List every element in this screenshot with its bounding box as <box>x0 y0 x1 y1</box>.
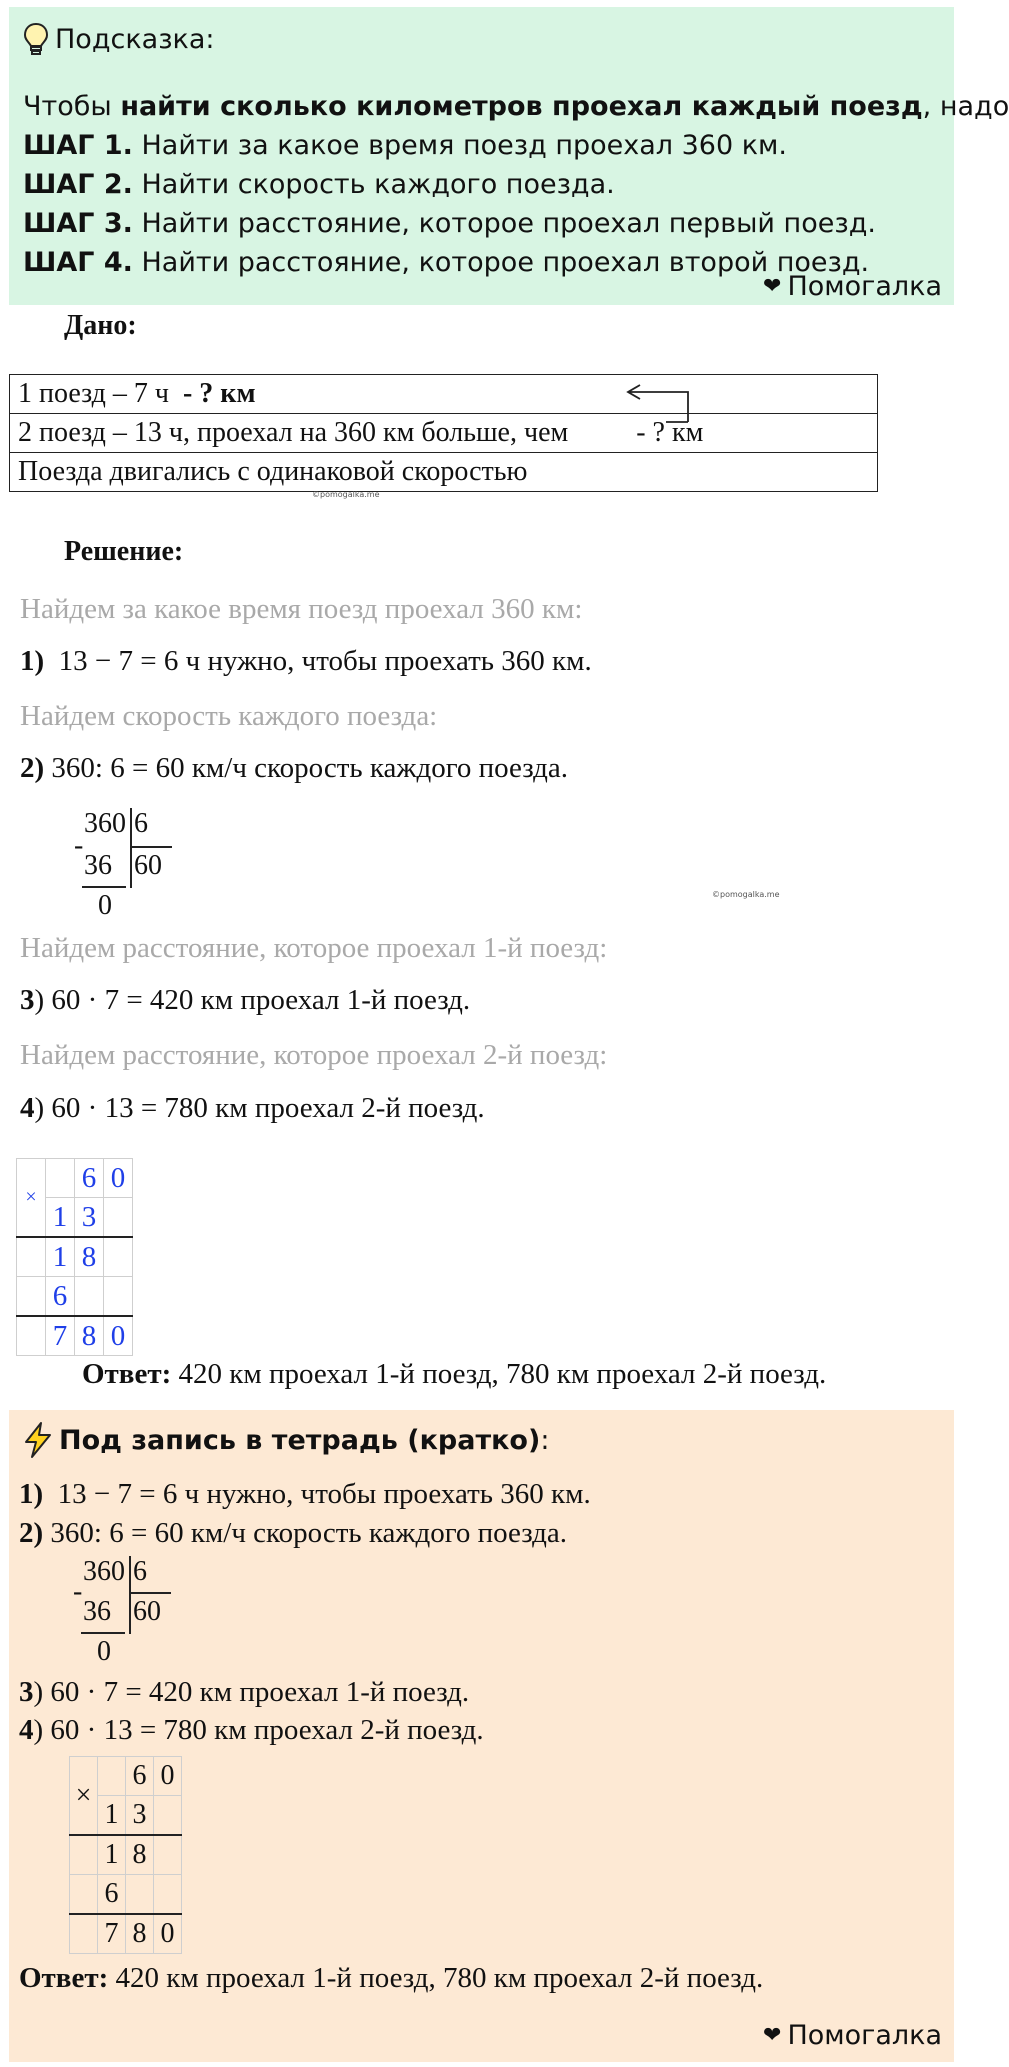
note-step-2: 2) 360: 6 = 60 км/ч скорость каждого поезда. <box>19 1517 568 1549</box>
hint-step-4: ШАГ 4. Найти расстояние, которое проехал второй поезд. <box>23 247 870 278</box>
dividend: 360 <box>84 808 126 839</box>
quotient: 60 <box>134 850 162 881</box>
multiply-sign: × <box>17 1159 46 1238</box>
compare-arrow-icon <box>600 382 700 442</box>
multiplication-grid: × 6 0 1 3 1 8 6 7 8 0 <box>16 1158 133 1356</box>
note-step-1: 1) 13 − 7 = 6 ч нужно, чтобы проехать 360 км. <box>19 1478 591 1510</box>
answer: Ответ: 420 км проехал 1-й поезд, 780 км проехал 2-й поезд. <box>82 1358 827 1390</box>
minus-sign: - <box>74 830 84 861</box>
given-title: Дано: <box>64 310 137 341</box>
lightbulb-icon <box>23 22 49 56</box>
division-bar <box>82 886 126 888</box>
hint-intro: Чтобы найти сколько километров проехал каждый поезд, надо <box>23 91 1009 122</box>
given-row: Поезда двигались с одинаковой скоростью <box>10 453 878 492</box>
step-1: 1) 13 − 7 = 6 ч нужно, чтобы проехать 360 км. <box>20 645 592 677</box>
hint-box <box>9 7 1009 305</box>
remainder: 0 <box>98 890 112 921</box>
watermark: ©pomogalka.me <box>312 490 380 499</box>
solution-title: Решение: <box>64 536 184 567</box>
hint-step-1: ШАГ 1. Найти за какое время поезд проехал 360 км. <box>23 130 788 161</box>
step-4: 4) 60 · 13 = 780 км проехал 2-й поезд. <box>20 1092 485 1124</box>
subtrahend: 36 <box>84 850 112 881</box>
notebook-box <box>9 1410 954 2062</box>
watermark: ©pomogalka.me <box>712 890 780 899</box>
note-step-4: 4) 60 · 13 = 780 км проехал 2-й поезд. <box>19 1714 484 1746</box>
note-step-3: 3) 60 · 7 = 420 км проехал 1-й поезд. <box>19 1676 470 1708</box>
long-division <box>74 808 184 928</box>
step-3: 3) 60 · 7 = 420 км проехал 1-й поезд. <box>20 984 471 1016</box>
lightning-icon <box>23 1422 53 1458</box>
note-multiplication-grid: × 6 0 1 3 1 8 6 7 8 0 <box>69 1756 182 1954</box>
step-4-heading: Найдем расстояние, которое проехал 2-й поезд: <box>20 1039 608 1071</box>
division-bar <box>81 1632 125 1634</box>
step-3-heading: Найдем расстояние, которое проехал 1-й поезд: <box>20 932 608 964</box>
hint-step-3: ШАГ 3. Найти расстояние, которое проехал первый поезд. <box>23 208 876 239</box>
note-answer: Ответ: 420 км проехал 1-й поезд, 780 км проехал 2-й поезд. <box>19 1962 764 1994</box>
step-1-heading: Найдем за какое время поезд проехал 360 км: <box>20 593 583 625</box>
step-2-heading: Найдем скорость каждого поезда: <box>20 700 438 732</box>
given-table <box>9 374 878 492</box>
given-row: 1 поезд – 7 ч - ? км <box>10 375 878 414</box>
notebook-title: Под запись в тетрадь (кратко) : <box>23 1422 549 1458</box>
division-bar <box>130 808 132 888</box>
divisor: 6 <box>134 808 148 839</box>
division-bar <box>129 1592 171 1594</box>
heart-icon: ❤ <box>763 274 782 299</box>
brand-label[interactable]: ❤ Помогалка <box>763 271 942 302</box>
hint-steps <box>23 87 1009 282</box>
note-long-division: 360 6 - 36 60 0 <box>73 1556 183 1676</box>
hint-title: Подсказка: <box>23 17 940 61</box>
step-2: 2) 360: 6 = 60 км/ч скорость каждого поезда. <box>20 752 569 784</box>
division-bar <box>130 846 172 848</box>
given-row: 2 поезд – 13 ч, проехал на 360 км больше, чем - ? км <box>10 414 878 453</box>
brand-label[interactable]: ❤ Помогалка <box>763 2020 942 2051</box>
heart-icon: ❤ <box>763 2023 782 2048</box>
hint-step-2: ШАГ 2. Найти скорость каждого поезда. <box>23 169 615 200</box>
division-bar <box>129 1556 131 1634</box>
